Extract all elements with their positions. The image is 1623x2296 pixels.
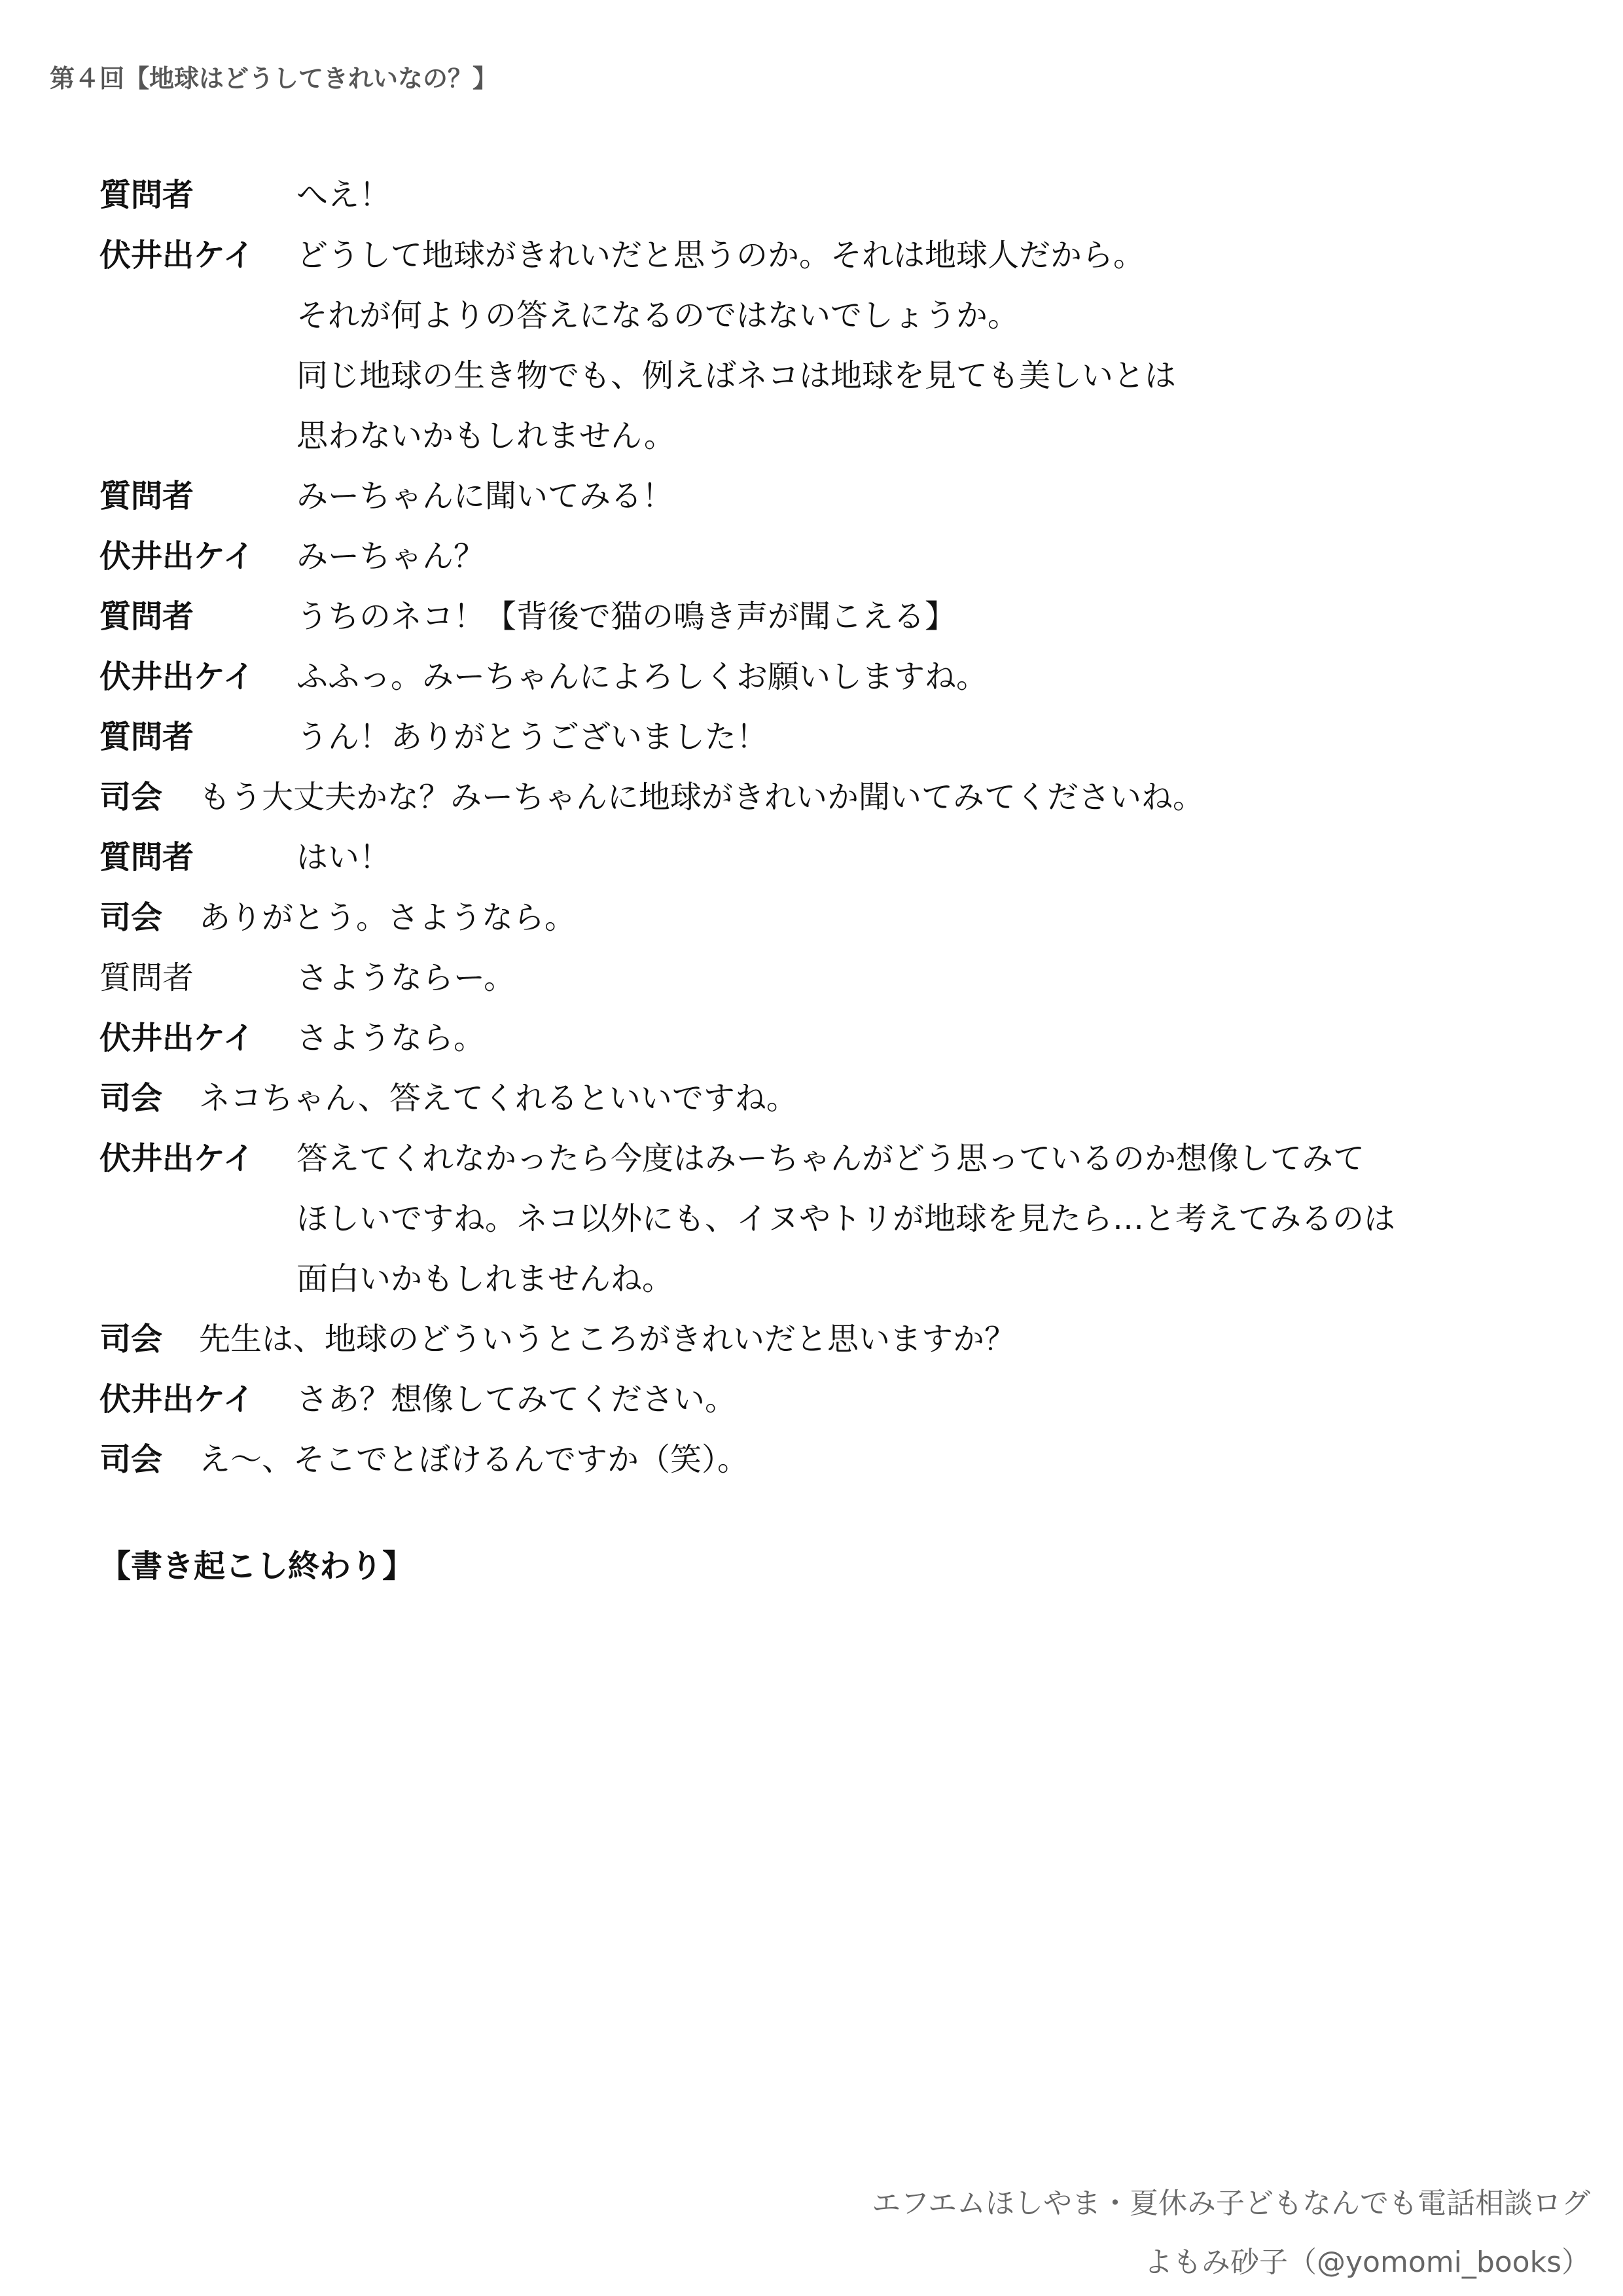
speaker-name: 司会 [99, 899, 163, 936]
dialogue-line [99, 1309, 1572, 1369]
dialogue-text: 答えてくれなかったら今度はみーちゃんがどう思っているのか想像してみて [296, 1140, 1365, 1177]
speaker-name: 質問者 [99, 478, 194, 514]
dialogue-text: もう大丈夫かな？みーちゃんに地球がきれいか聞いてみてくださいね。 [199, 779, 1205, 816]
speaker-name: 司会 [99, 1441, 163, 1478]
dialogue-text: みーちゃんに聞いてみる！ [296, 478, 674, 514]
dialogue-line [99, 1369, 1572, 1429]
speaker-name: 司会 [99, 1080, 163, 1117]
speaker-name: 司会 [99, 1321, 163, 1357]
dialogue-line [99, 707, 1572, 767]
dialogue-line [99, 948, 1572, 1008]
dialogue-line [99, 346, 1572, 406]
speaker-name: 質問者 [99, 598, 194, 635]
speaker-name: 伏井出ケイ [99, 1020, 255, 1056]
footer-program-title: エフエムほしやま・夏休み子どもなんでも電話相談ログ [872, 2187, 1590, 2220]
footer-author: よもみ砂子（@yomomi_books） [1144, 2246, 1590, 2279]
dialogue-transcript [99, 165, 1572, 1490]
dialogue-line [99, 767, 1572, 827]
dialogue-text: どうして地球がきれいだと思うのか。それは地球人だから。 [296, 237, 1145, 274]
speaker-name: 伏井出ケイ [99, 538, 255, 575]
dialogue-text: 思わないかもしれません。 [296, 418, 675, 454]
speaker-name: 伏井出ケイ [99, 1381, 255, 1418]
dialogue-line [99, 827, 1572, 888]
dialogue-line [99, 406, 1572, 466]
dialogue-line [99, 1068, 1572, 1128]
speaker-name: 伏井出ケイ [99, 658, 255, 695]
transcript-end-note: 【書き起こし終わり】 [99, 1548, 414, 1585]
speaker-name: 伏井出ケイ [99, 237, 255, 274]
dialogue-line [99, 165, 1572, 225]
dialogue-text: さあ？想像してみてください。 [296, 1381, 737, 1418]
page-footer [872, 2174, 1590, 2292]
dialogue-text: ありがとう。さようなら。 [199, 899, 577, 936]
dialogue-line [99, 1128, 1572, 1189]
dialogue-text: ネコちゃん、答えてくれるといいですね。 [199, 1080, 798, 1117]
speaker-name: 質問者 [99, 719, 194, 755]
dialogue-line [99, 1249, 1572, 1309]
dialogue-line [99, 647, 1572, 707]
page-title: 第４回【地球はどうしてきれいなの？】 [50, 64, 498, 93]
dialogue-line [99, 586, 1572, 647]
dialogue-text: さようなら。 [296, 1020, 486, 1056]
speaker-name: 司会 [99, 779, 163, 816]
dialogue-text: うちのネコ！【背後で猫の鳴き声が聞こえる】 [296, 598, 957, 635]
dialogue-line [99, 1189, 1572, 1249]
speaker-name: 質問者 [99, 177, 194, 213]
dialogue-text: うん！ありがとうございました！ [296, 719, 768, 755]
dialogue-text: ふふっ。みーちゃんによろしくお願いしますね。 [296, 658, 988, 695]
speaker-name: 伏井出ケイ [99, 1140, 255, 1177]
dialogue-text: みーちゃん？ [296, 538, 486, 575]
dialogue-line [99, 225, 1572, 285]
dialogue-text: へえ！ [296, 177, 391, 213]
dialogue-line [99, 466, 1572, 526]
dialogue-line [99, 1429, 1572, 1490]
dialogue-text: え〜、そこでとぼけるんですか（笑）。 [199, 1441, 749, 1478]
dialogue-text: はい！ [296, 839, 391, 876]
dialogue-line [99, 285, 1572, 346]
dialogue-text: それが何よりの答えになるのではないでしょうか。 [296, 297, 1020, 334]
dialogue-text: 面白いかもしれませんね。 [296, 1261, 674, 1297]
dialogue-line [99, 1008, 1572, 1068]
speaker-name: 質問者 [99, 960, 194, 996]
speaker-name: 質問者 [99, 839, 194, 876]
dialogue-line [99, 888, 1572, 948]
dialogue-text: 同じ地球の生き物でも、例えばネコは地球を見ても美しいとは [296, 357, 1177, 394]
dialogue-text: さようならー。 [296, 960, 516, 996]
dialogue-text: ほしいですね。ネコ以外にも、イヌやトリが地球を見たら…と考えてみるのは [296, 1200, 1396, 1237]
dialogue-text: 先生は、地球のどういうところがきれいだと思いますか？ [199, 1321, 1016, 1357]
dialogue-line [99, 526, 1572, 586]
